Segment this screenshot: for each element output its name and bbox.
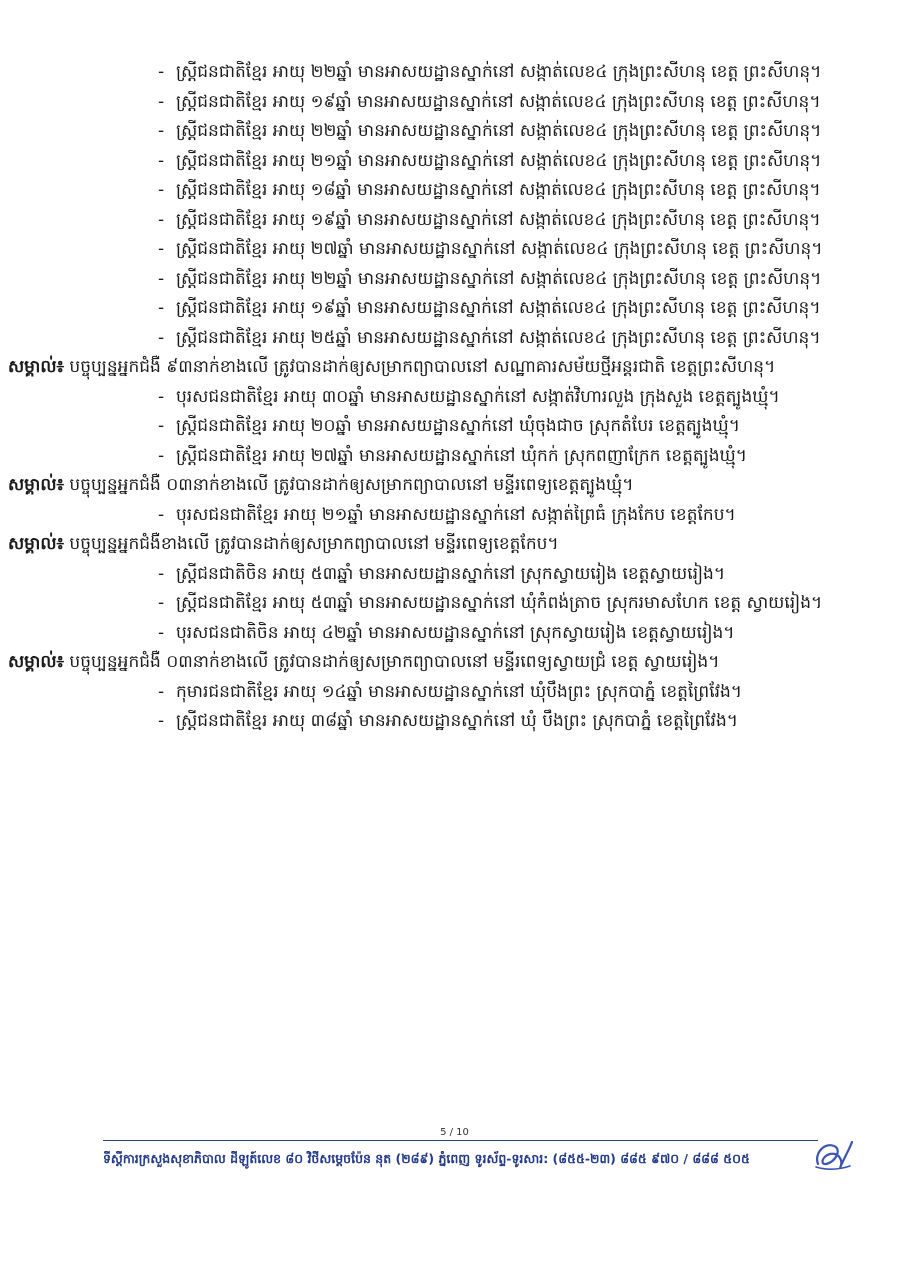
- list-item-text: ស្ត្រីជនជាតិខ្មែរ អាយុ ២២ឆ្នាំ មានអាសយដ្ឋានស្នាក់នៅ សង្កាត់លេខ៤ ក្រុងព្រះសីហនុ ខេត្ត ព្រះសីហនុ។: [176, 268, 822, 289]
- list-item: [158, 176, 848, 205]
- list-item: [158, 619, 848, 648]
- bullet-dash: -: [158, 386, 165, 407]
- list-item: [158, 117, 848, 146]
- bullet-dash: -: [158, 150, 165, 171]
- list-item: [158, 501, 848, 530]
- note-paragraph: [8, 530, 848, 559]
- list-item-text: ស្ត្រីជនជាតិខ្មែរ អាយុ ២៧ឆ្នាំ មានអាសយដ្ឋានស្នាក់នៅ សង្កាត់លេខ៤ ក្រុងព្រះសីហនុ ខេត្ត ព្រះសីហនុ។: [176, 239, 823, 259]
- note-label: សម្គាល់៖: [8, 357, 65, 377]
- list-item-text: ស្ត្រីជនជាតិខ្មែរ អាយុ ២៧ឆ្នាំ មានអាសយដ្ឋានស្នាក់នៅ ឃុំកក់ ស្រុកពញាក្រែក ខេត្តត្បូងឃ្មុំ។: [176, 445, 747, 466]
- list-item: [158, 589, 848, 618]
- page-number: 5 / 10: [440, 1127, 469, 1138]
- list-item: [158, 383, 848, 412]
- page-content: [8, 58, 848, 737]
- bullet-dash: -: [158, 711, 165, 731]
- bullet-dash: -: [158, 563, 165, 584]
- list-item-text: ស្ត្រីជនជាតិចិន អាយុ ៥៣ឆ្នាំ មានអាសយដ្ឋានស្នាក់នៅ ស្រុកស្វាយរៀង ខេត្តស្វាយរៀង។: [176, 563, 726, 584]
- bullet-dash: -: [158, 239, 165, 259]
- list-item-text: ស្ត្រីជនជាតិខ្មែរ អាយុ ៥៣ឆ្នាំ មានអាសយដ្ឋានស្នាក់នៅ ឃុំកំពង់ត្រាច ស្រុករមាសហែក ខេត្ត ស្វាយរៀង។: [176, 593, 823, 613]
- bullet-dash: -: [158, 445, 165, 466]
- list-item-text: កុមារជនជាតិខ្មែរ អាយុ ១៤ឆ្នាំ មានអាសយដ្ឋានស្នាក់នៅ ឃុំបឹងព្រះ ស្រុកបាភ្នំ ខេត្តព្រៃវែង។: [176, 681, 742, 702]
- list-item: [158, 560, 848, 589]
- list-item-text: ស្ត្រីជនជាតិខ្មែរ អាយុ ១៩ឆ្នាំ មានអាសយដ្ឋានស្នាក់នៅ សង្កាត់លេខ៤ ក្រុងព្រះសីហនុ ខេត្ត ព្រះសីហនុ។: [176, 209, 821, 230]
- bullet-dash: -: [158, 593, 165, 613]
- bullet-dash: -: [158, 91, 165, 112]
- bullet-dash: -: [158, 298, 165, 318]
- list-item-text: ស្ត្រីជនជាតិខ្មែរ អាយុ ១៩ឆ្នាំ មានអាសយដ្ឋានស្នាក់នៅ សង្កាត់លេខ៤ ក្រុងព្រះសីហនុ ខេត្ត ព្រះសីហនុ។: [176, 298, 821, 318]
- list-item: [158, 265, 848, 294]
- signature-mark-icon: [810, 1136, 856, 1176]
- list-item: [158, 324, 848, 353]
- list-item-text: ស្ត្រីជនជាតិខ្មែរ អាយុ ២០ឆ្នាំ មានអាសយដ្ឋានស្នាក់នៅ ឃុំចុងជាច ស្រុកតំបែរ ខេត្តត្បូងឃ្មុំ។: [176, 416, 740, 436]
- list-item: [158, 294, 848, 323]
- bullet-dash: -: [158, 268, 165, 289]
- bullet-dash: -: [158, 180, 165, 200]
- list-item: [158, 235, 848, 264]
- note-label: សម្គាល់៖: [8, 652, 65, 672]
- list-item: [158, 58, 848, 87]
- note-paragraph: [8, 353, 848, 382]
- list-item-text: ស្ត្រីជនជាតិខ្មែរ អាយុ ២១ឆ្នាំ មានអាសយដ្ឋានស្នាក់នៅ សង្កាត់លេខ៤ ក្រុងព្រះសីហនុ ខេត្ត ព្រះសីហនុ។: [176, 150, 822, 171]
- bullet-dash: -: [158, 622, 165, 643]
- list-item: [158, 707, 848, 736]
- bullet-dash: -: [158, 121, 165, 141]
- list-item-text: ស្ត្រីជនជាតិខ្មែរ អាយុ ២៥ឆ្នាំ មានអាសយដ្ឋានស្នាក់នៅ សង្កាត់លេខ៤ ក្រុងព្រះសីហនុ ខេត្ត ព្រះសីហនុ។: [176, 327, 821, 348]
- note-paragraph: [8, 648, 848, 677]
- list-item-text: ស្ត្រីជនជាតិខ្មែរ អាយុ ៣៨ឆ្នាំ មានអាសយដ្ឋានស្នាក់នៅ ឃុំ បឹងព្រះ ស្រុកបាភ្នំ ខេត្តព្រៃវែង។: [176, 711, 738, 731]
- list-item-text: បុរសជនជាតិខ្មែរ អាយុ ២១ឆ្នាំ មានអាសយដ្ឋានស្នាក់នៅ សង្កាត់ព្រៃធំ ក្រុងកែប ខេត្តកែប។: [176, 504, 736, 525]
- note-paragraph: [8, 471, 848, 500]
- note-text: បច្ចុប្បន្នអ្នកជំងឺ ០៣នាក់ខាងលើ ត្រូវបានដាក់ឲ្យសម្រាកព្យាបាលនៅ មន្ទីរពេទ្យស្វាយជ្រំ ខេត្ត ស្វាយរៀង។: [64, 652, 720, 672]
- list-item: [158, 88, 848, 117]
- list-item: [158, 412, 848, 441]
- bullet-dash: -: [158, 62, 165, 82]
- footer-divider: [103, 1140, 818, 1141]
- bullet-dash: -: [158, 416, 165, 436]
- note-label: សម្គាល់៖: [8, 475, 65, 495]
- bullet-dash: -: [158, 327, 165, 348]
- list-item-text: បុរសជនជាតិខ្មែរ អាយុ ៣០ឆ្នាំ មានអាសយដ្ឋានស្នាក់នៅ សង្កាត់វិហារលួង ក្រុងសួង ខេត្តត្បូងឃ្មុំ។: [176, 386, 780, 407]
- note-text: បច្ចុប្បន្នអ្នកជំងឺ ៩៣នាក់ខាងលើ ត្រូវបានដាក់ឲ្យសម្រាកព្យាបាលនៅ សណ្ឋាគារសម័យថ្មីអន្តរជាតិ ខេត្តព្រះសីហនុ។: [64, 357, 776, 377]
- footer-address: ទីស្តីការក្រសួងសុខាភិបាល ដីឡូត៍លេខ ៨០ វិថីសម្ដេចប៉ែន នុត (២៨៩) ភ្នំពេញ ទូរស័ព្ទ-ទូរសារ: (៨៥៥-២៣) ៨៨៥ ៩៧០ / ៨៨៨ ៥០៥: [103, 1151, 750, 1166]
- bullet-dash: -: [158, 504, 165, 525]
- note-label: សម្គាល់៖: [8, 534, 65, 554]
- list-item-text: ស្ត្រីជនជាតិខ្មែរ អាយុ ១៨ឆ្នាំ មានអាសយដ្ឋានស្នាក់នៅ សង្កាត់លេខ៤ ក្រុងព្រះសីហនុ ខេត្ត ព្រះសីហនុ។: [176, 180, 821, 200]
- list-item: [158, 678, 848, 707]
- list-item: [158, 206, 848, 235]
- bullet-dash: -: [158, 209, 165, 230]
- list-item-text: ស្ត្រីជនជាតិខ្មែរ អាយុ ១៩ឆ្នាំ មានអាសយដ្ឋានស្នាក់នៅ សង្កាត់លេខ៤ ក្រុងព្រះសីហនុ ខេត្ត ព្រះសីហនុ។: [176, 91, 821, 112]
- list-item-text: ស្ត្រីជនជាតិខ្មែរ អាយុ ២២ឆ្នាំ មានអាសយដ្ឋានស្នាក់នៅ សង្កាត់លេខ៤ ក្រុងព្រះសីហនុ ខេត្ត ព្រះសីហនុ។: [176, 121, 822, 141]
- note-text: បច្ចុប្បន្នអ្នកជំងឺ ០៣នាក់ខាងលើ ត្រូវបានដាក់ឲ្យសម្រាកព្យាបាលនៅ មន្ទីរពេទ្យខេត្តត្បូងឃ្មុំ។: [64, 475, 634, 495]
- list-item: [158, 442, 848, 471]
- list-item-text: ស្ត្រីជនជាតិខ្មែរ អាយុ ២២ឆ្នាំ មានអាសយដ្ឋានស្នាក់នៅ សង្កាត់លេខ៤ ក្រុងព្រះសីហនុ ខេត្ត ព្រះសីហនុ។: [176, 62, 822, 82]
- list-item-text: បុរសជនជាតិចិន អាយុ ៤២ឆ្នាំ មានអាសយដ្ឋានស្នាក់នៅ ស្រុកស្វាយរៀង ខេត្តស្វាយរៀង។: [176, 622, 735, 643]
- note-text: បច្ចុប្បន្នអ្នកជំងឺខាងលើ ត្រូវបានដាក់ឲ្យសម្រាកព្យាបាលនៅ មន្ទីរពេទ្យខេត្តកែប។: [64, 534, 559, 554]
- list-item: [158, 147, 848, 176]
- bullet-dash: -: [158, 681, 165, 702]
